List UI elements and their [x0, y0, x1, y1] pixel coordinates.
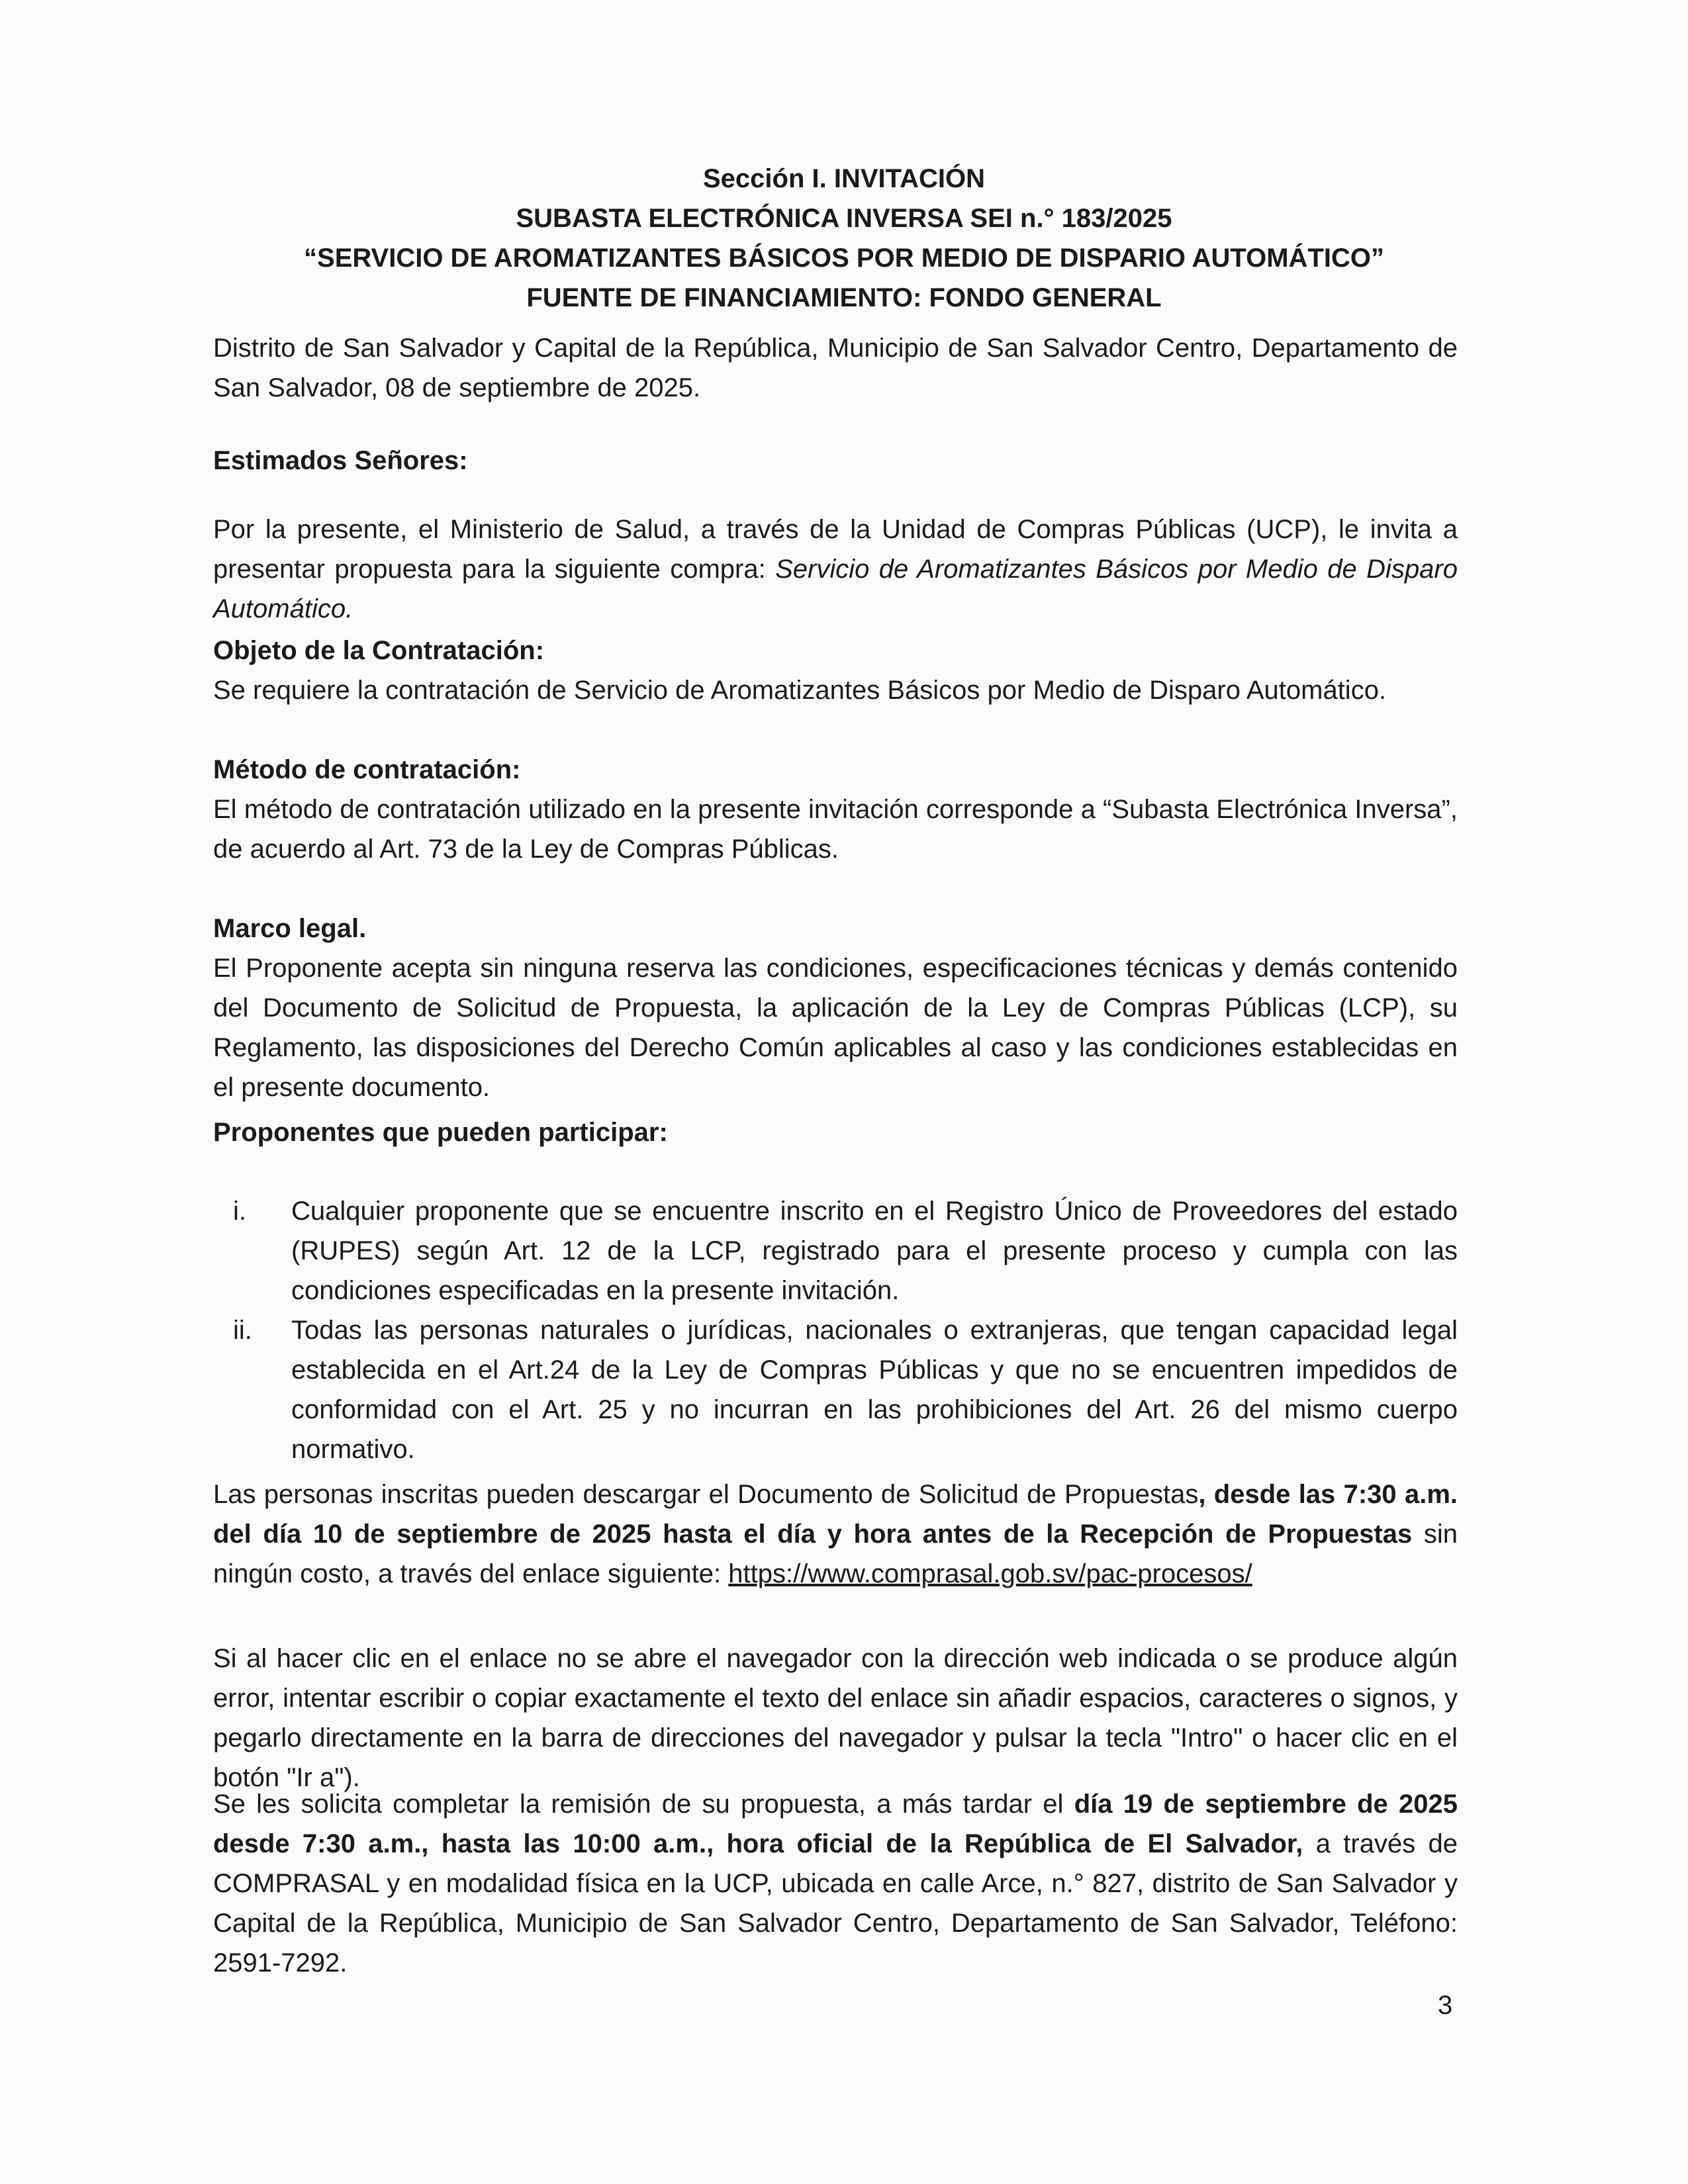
remision-text-cont: a través de COMPRASAL y en modalidad física en la UCP, ubicada en calle Arce, n.° 827, distrito de San Salvador y Capital de la República, Municipio de San Salvador Centro, Departamento de San Salvador, Teléfono: 2591-7292. [213, 1829, 1458, 1978]
metodo-text: El método de contratación utilizado en la presente invitación corresponde a “Subasta Electrónica Inversa”, de acuerdo al Art. 73 de la Ley de Compras Públicas. [213, 795, 1458, 864]
place-date: Distrito de San Salvador y Capital de la República, Municipio de San Salvador Centro, Departamento de San Salvador, 08 de septiembre de 2025. [213, 334, 1458, 402]
intro-service-name: Servicio de Aromatizantes Básicos por Medio de Disparo Automático. [213, 555, 1458, 623]
remision-deadline: día 19 de septiembre de 2025 desde 7:30 a.m., hasta las 10:00 a.m., hora oficial de la República de El Salvador, [213, 1790, 1458, 1858]
descarga-text: Las personas inscritas pueden descargar el Documento de Solicitud de Propuestas [213, 1480, 1199, 1509]
list-item-text: Todas las personas naturales o jurídicas, nacionales o extranjeras, que tengan capacidad legal establecida en el Art.24 de la Ley de Compras Públicas y que no se encuentren impedidos de conformidad con el Art. 25 y no incurran en las prohibiciones del Art. 26 del mismo cuerpo normativo. [291, 1316, 1458, 1464]
remision-text: Se les solicita completar la remisión de su propuesta, a más tardar el [213, 1790, 1074, 1819]
remision-paragraph [213, 1784, 1458, 1983]
section-title: Sección I. INVITACIÓN [703, 164, 985, 193]
marco-text: El Proponente acepta sin ninguna reserva las condiciones, especificaciones técnicas y demás contenido del Documento de Solicitud de Propuesta, la aplicación de la Ley de Compras Públicas (LCP), su Reglamento, las disposiciones del Derecho Común aplicables al caso y las condiciones establecidas en el presente documento. [213, 954, 1458, 1102]
objeto-heading: Objeto de la Contratación: [213, 636, 545, 665]
marco-heading: Marco legal. [213, 914, 367, 943]
list-item-number: i. [233, 1197, 246, 1226]
ayuda-paragraph: Si al hacer clic en el enlace no se abre el navegador con la dirección web indicada o se produce algún error, intentar escribir o copiar exactamente el texto del enlace sin añadir espacios, caracteres o signos, y pegarlo directamente en la barra de direcciones del navegador y pulsar la tecla "Intro" o hacer clic en el botón "Ir a"). [213, 1644, 1458, 1792]
process-title: SUBASTA ELECTRÓNICA INVERSA SEI n.° 183/2025 [516, 204, 1172, 233]
funding-source: FUENTE DE FINANCIAMIENTO: FONDO GENERAL [526, 283, 1162, 312]
list-item-number: ii. [233, 1316, 252, 1345]
page-number: 3 [1438, 1991, 1453, 2020]
descarga-paragraph [213, 1475, 1458, 1594]
proponentes-heading: Proponentes que pueden participar: [213, 1118, 668, 1147]
intro-paragraph [213, 510, 1458, 629]
service-title: “SERVICIO DE AROMATIZANTES BÁSICOS POR MEDIO DE DISPARIO AUTOMÁTICO” [304, 244, 1384, 273]
descarga-dates: , desde las 7:30 a.m. del día 10 de septiembre de 2025 hasta el día y hora antes de la Recepción de Propuestas [213, 1480, 1458, 1549]
descarga-text-cont: sin ningún costo, a través del enlace siguiente: [213, 1520, 1458, 1588]
metodo-heading: Método de contratación: [213, 755, 521, 784]
list-item-text: Cualquier proponente que se encuentre inscrito en el Registro Único de Proveedores del estado (RUPES) según Art. 12 de la LCP, registrado para el presente proceso y cumpla con las condiciones especificadas en la presente invitación. [291, 1197, 1458, 1305]
objeto-text: Se requiere la contratación de Servicio de Aromatizantes Básicos por Medio de Disparo Automático. [213, 676, 1387, 705]
greeting: Estimados Señores: [213, 446, 468, 475]
list-item [213, 1191, 1458, 1310]
intro-text: Por la presente, el Ministerio de Salud, a través de la Unidad de Compras Públicas (UCP), le invita a presentar propuesta para la siguiente compra: [213, 515, 1458, 584]
comprasal-link[interactable]: https://www.comprasal.gob.sv/pac-procesos/ [728, 1559, 1252, 1588]
list-item [213, 1310, 1458, 1469]
document-header [212, 159, 1476, 318]
